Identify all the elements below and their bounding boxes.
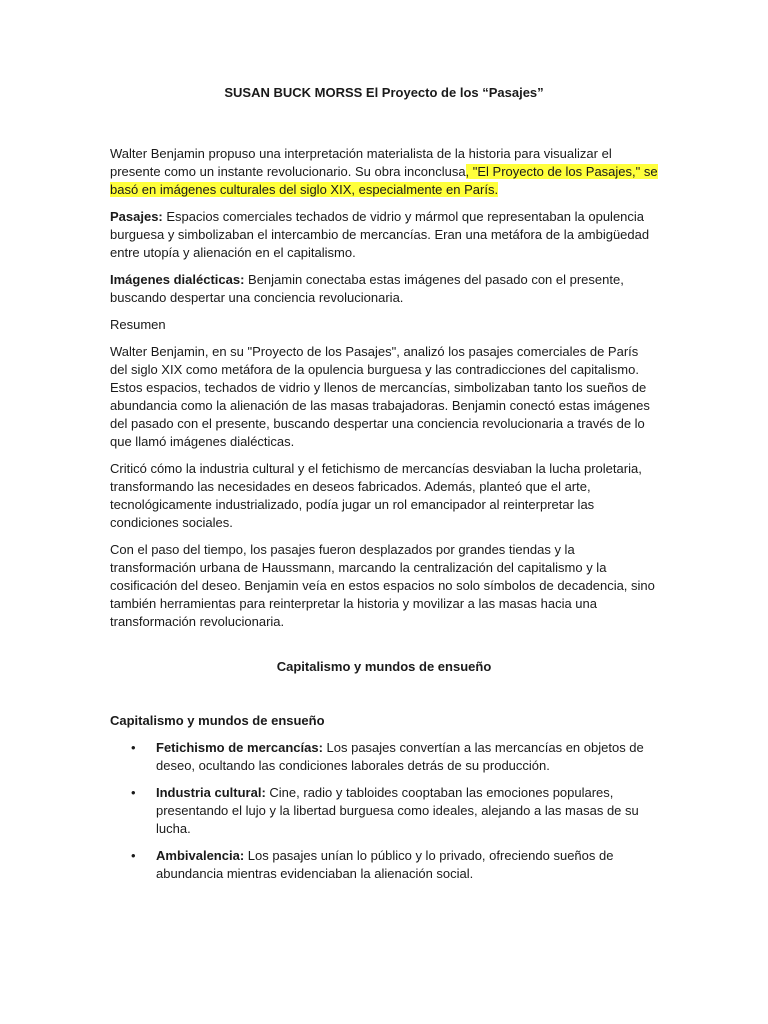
bullet-text: Los pasajes convertían a las mercancías en objetos de deseo, ocultando las condiciones laborales detrás de su producción. (156, 740, 644, 773)
intro-text: Walter Benjamin propuso una interpretación materialista de la historia para visualizar el presente como un instante revolucionario. Su obra inconclusa (110, 146, 612, 179)
bullet-list (110, 739, 658, 883)
intro-paragraph (110, 145, 658, 199)
list-item (110, 784, 658, 838)
intro-highlighted-text: , "El Proyecto de los Pasajes," se basó en imágenes culturales del siglo XIX, especialmente en París. (110, 164, 658, 197)
bullet-text: Cine, radio y tabloides cooptaban las emociones populares, presentando el lujo y la libertad burguesa como ideales, alejando a las masas de su lucha. (156, 785, 639, 836)
pasajes-term: Pasajes: (110, 209, 163, 224)
bullet-icon: • (131, 848, 136, 863)
pasajes-paragraph (110, 208, 658, 262)
bullet-text: Los pasajes unían lo público y lo privado, ofreciendo sueños de abundancia mientras evidenciaban la alienación social. (156, 848, 614, 881)
resumen-label: Resumen (110, 317, 166, 332)
summary-paragraph-1: Walter Benjamin, en su "Proyecto de los Pasajes", analizó los pasajes comerciales de París del siglo XIX como metáfora de la opulencia burguesa y las contradicciones del capitalismo. Estos espacios, techados de vidrio y llenos de mercancías, simbolizaban tanto los sueños de abundancia como la alienación de las masas trabajadoras. Benjamin conectó estas imágenes del pasado con el presente, buscando despertar una conciencia revolucionaria a través de lo que llamó imágenes dialécticas. (110, 344, 650, 449)
list-item (110, 847, 658, 883)
imagenes-term: Imágenes dialécticas: (110, 272, 245, 287)
list-item (110, 739, 658, 775)
imagenes-text: Benjamin conectaba estas imágenes del pasado con el presente, buscando despertar una conciencia revolucionaria. (110, 272, 624, 305)
summary-paragraph-3: Con el paso del tiempo, los pasajes fueron desplazados por grandes tiendas y la transformación urbana de Haussmann, marcando la centralización del capitalismo y la cosificación del deseo. Benjamin veía en estos espacios no solo símbolos de decadencia, sino también herramientas para reinterpretar la historia y movilizar a las masas hacia una transformación revolucionaria. (110, 542, 655, 629)
bullet-icon: • (131, 785, 136, 800)
summary-paragraph-2: Criticó cómo la industria cultural y el fetichismo de mercancías desviaban la lucha proletaria, transformando las necesidades en deseos fabricados. Además, planteó que el arte, tecnológicamente industrializado, podía jugar un rol emancipador al reinterpretar las condiciones sociales. (110, 461, 642, 530)
bullet-term: Fetichismo de mercancías: (156, 740, 323, 755)
bullet-term: Ambivalencia: (156, 848, 245, 863)
pasajes-text: Espacios comerciales techados de vidrio y mármol que representaban la opulencia burguesa y simbolizaban el intercambio de mercancías. Eran una metáfora de la ambigüedad entre utopía y alienación en el capitalismo. (110, 209, 650, 260)
document-title: SUSAN BUCK MORSS El Proyecto de los “Pasajes” (224, 85, 544, 100)
imagenes-paragraph (110, 271, 658, 307)
bullet-icon: • (131, 740, 136, 755)
bullet-term: Industria cultural: (156, 785, 266, 800)
section-title: Capitalismo y mundos de ensueño (276, 659, 492, 674)
subheading: Capitalismo y mundos de ensueño (110, 713, 325, 728)
